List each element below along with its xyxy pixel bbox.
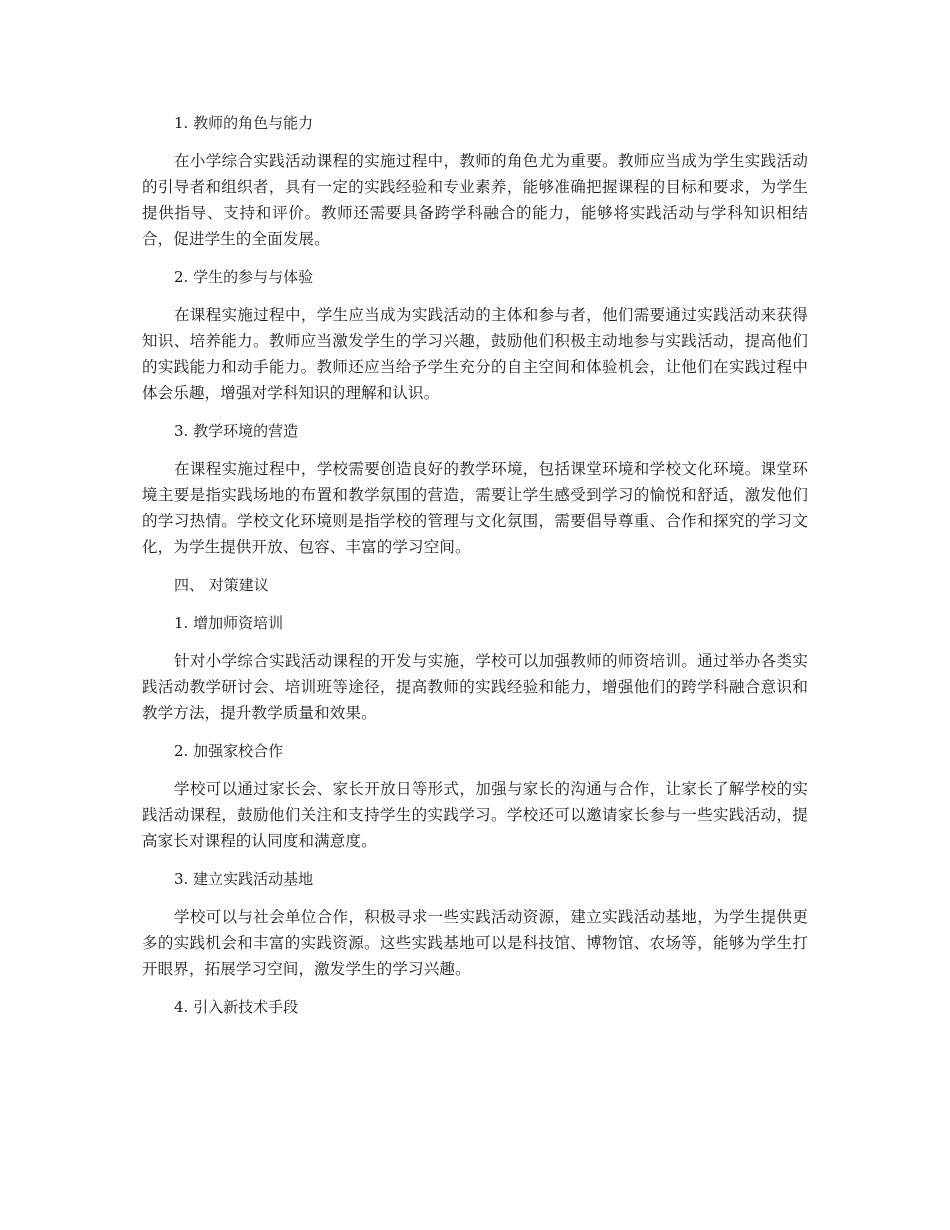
paragraph-teacher-training: 针对小学综合实践活动课程的开发与实施，学校可以加强教师的师资培训。通过举办各类实践活动教学研讨会、培训班等途径，提高教师的实践经验和能力，增强他们的跨学科融合意识和教学方法，提升教学质量和效果。 <box>142 652 808 722</box>
paragraph-teacher-role: 在小学综合实践活动课程的实施过程中，教师的角色尤为重要。教师应当成为学生实践活动的引导者和组织者，具有一定的实践经验和专业素养，能够准确把握课程的目标和要求，为学生提供指导、支持和评价。教师还需要具备跨学科融合的能力，能够将实践活动与学科知识相结合，促进学生的全面发展。 <box>142 152 808 248</box>
section-heading-practice-base: 3. 建立实践活动基地 <box>174 870 314 888</box>
section-heading-new-technology: 4. 引入新技术手段 <box>174 998 299 1016</box>
section-heading-student-participation: 2. 学生的参与与体验 <box>174 268 314 286</box>
chapter-heading-countermeasures: 四、 对策建议 <box>174 576 269 594</box>
paragraph-home-school: 学校可以通过家长会、家长开放日等形式，加强与家长的沟通与合作，让家长了解学校的实践活动课程，鼓励他们关注和支持学生的实践学习。学校还可以邀请家长参与一些实践活动，提高家长对课程的认同度和满意度。 <box>142 780 808 850</box>
section-heading-home-school: 2. 加强家校合作 <box>174 742 284 760</box>
section-heading-teaching-environment: 3. 教学环境的营造 <box>174 422 299 440</box>
paragraph-teaching-environment: 在课程实施过程中，学校需要创造良好的教学环境，包括课堂环境和学校文化环境。课堂环境主要是指实践场地的布置和教学氛围的营造，需要让学生感受到学习的愉悦和舒适，激发他们的学习热情。学校文化环境则是指学校的管理与文化氛围，需要倡导尊重、合作和探究的学习文化，为学生提供开放、包容、丰富的学习空间。 <box>142 460 808 556</box>
document-body <box>142 110 808 1032</box>
paragraph-student-participation: 在课程实施过程中，学生应当成为实践活动的主体和参与者，他们需要通过实践活动来获得知识、培养能力。教师应当激发学生的学习兴趣，鼓励他们积极主动地参与实践活动，提高他们的实践能力和动手能力。教师还应当给予学生充分的自主空间和体验机会，让他们在实践过程中体会乐趣，增强对学科知识的理解和认识。 <box>142 306 808 402</box>
section-heading-teacher-role: 1. 教师的角色与能力 <box>174 114 314 132</box>
paragraph-practice-base: 学校可以与社会单位合作，积极寻求一些实践活动资源，建立实践活动基地，为学生提供更多的实践机会和丰富的实践资源。这些实践基地可以是科技馆、博物馆、农场等，能够为学生打开眼界，拓展学习空间，激发学生的学习兴趣。 <box>142 908 808 978</box>
section-heading-teacher-training: 1. 增加师资培训 <box>174 614 284 632</box>
